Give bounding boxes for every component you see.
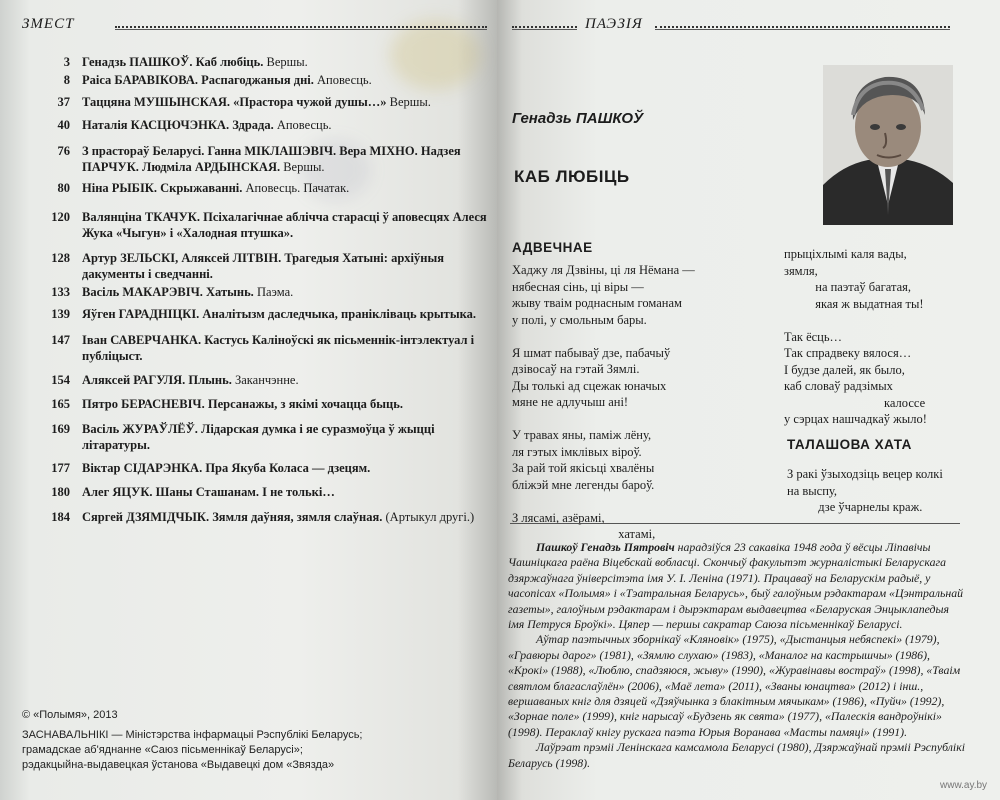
- toc-page-number: 76: [57, 144, 70, 158]
- toc-entry-text: [82, 460, 490, 476]
- poem-line: дзівосаў на гэтай Зямлі.: [512, 362, 640, 376]
- toc-page-number: 120: [51, 210, 70, 224]
- toc-entry-text: [82, 306, 490, 322]
- poem-line: З лясамі, азёрамі,: [512, 510, 605, 525]
- poem-line: жыву тваім роднасным гоманам: [512, 296, 682, 310]
- left-page: [0, 0, 497, 800]
- toc-entry-title: Аляксей РАГУЛЯ. Плынь.: [82, 373, 232, 387]
- poem1-column-2: [784, 246, 927, 428]
- poem-line: Так спрадвеку вялося…: [784, 346, 912, 360]
- toc-entry-title: Яўген ГАРАДНІЦКІ. Аналітызм даследчыка, пранікліваць крытыка.: [82, 307, 476, 321]
- toc-entry-text: [82, 209, 490, 241]
- poem1-title: АДВЕЧНАЕ: [512, 240, 593, 255]
- poem-line: каб словаў радзімых: [784, 379, 893, 393]
- toc-entry-genre: Аповесць. Пачатак.: [242, 181, 350, 195]
- author-biography: [508, 540, 968, 771]
- toc-entry-title: Валянціна ТКАЧУК. Псіхалагічнае абліччa старасці ў аповесцях Алеся Жука «Чыгун» і «Халодная птушка».: [82, 210, 487, 240]
- bio-paragraph-3: Лаўрэат прэміі Ленінскага камсамола Беларусі (1980), Дзяржаўнай прэміі Рэспублікі Беларусь (1998).: [508, 740, 965, 770]
- founders-line-2: грамадскае аб'яднанне «Саюз пісьменнікаў Беларусі»;: [22, 744, 303, 756]
- toc-page-number: 8: [63, 73, 70, 87]
- header-rule-left: [512, 26, 577, 30]
- poem-line: мяне не адлучыш ані!: [512, 395, 629, 409]
- founders-line-3: рэдакцыйна-выдавецкая ўстанова «Выдавецкі дом «Звязда»: [22, 759, 335, 771]
- founders-line-1: ЗАСНАВАЛЬНІКІ — Міністэрства інфармацыі Рэспублікі Беларусь;: [22, 729, 363, 741]
- poem-line: якая ж выдатная ты!: [784, 296, 924, 311]
- toc-page-number: 128: [51, 251, 70, 265]
- toc-entry-genre: Вершы.: [280, 160, 325, 174]
- toc-page-number: 169: [51, 422, 70, 436]
- toc-entry-text: [82, 284, 490, 300]
- toc-entry-title: Іван САВЕРЧАНКА. Кастусь Каліноўскі як пісьменнік-інтэлектуал і публіцыст.: [82, 333, 475, 363]
- toc-page-number: 133: [51, 285, 70, 299]
- toc-entry-title: Пятро БЕРАСНЕВІЧ. Персанажы, з якімі хочацца быць.: [82, 397, 403, 411]
- header-rule-right: [655, 26, 950, 30]
- poem1-column-1: [512, 262, 695, 543]
- toc-entry-text: [82, 421, 490, 453]
- toc-entry-text: [82, 372, 490, 388]
- bio-paragraph-2: Аўтар паэтычных зборнікаў «Кляновік» (1975), «Дыстанцыя небяспекі» (1979), «Гравюры дарог» (1981), «Зямлю слухаю» (1983), «Маналог на кастрышчы» (1986), «Крокі» (1988), «Люблю, спадзяюся, жыву» (1990), «Журавінавы востраў» (1998), «Тваім святлом благаслаўлён» (2006), «Маё лета» (2011), «Званы юнацтва» (2012) і інш., вершаваных кніг для дзяцей «Дзяўчынка з блакітным мячыкам» (1986), «Пуйч» (1992), «Зорнае поле» (1999), кніг нарысаў «Будзень як свята» (1977), «Палескія вандроўнікі» (1998). Пераклаў кнігу рускага паэта Юрыя Воранава «Масты памяці» (1991).: [508, 632, 961, 739]
- poem-line: на выспу,: [787, 483, 838, 498]
- poem-line: у полі, у смольным бары.: [512, 312, 647, 327]
- bio-divider: [510, 523, 960, 524]
- toc-entry-genre: Аповесць.: [313, 73, 372, 87]
- toc-entry-text: [82, 143, 490, 175]
- poem-line: За рай той якісьці хвалёны: [512, 461, 655, 475]
- toc-entry-text: [82, 332, 490, 364]
- watermark: www.ay.by: [940, 780, 988, 791]
- toc-page-number: 154: [51, 373, 70, 387]
- toc-entry-title: Артур ЗЕЛЬСКІ, Аляксей ЛІТВІН. Трагедыя Хатыні: архіўныя дакументы і сведчанні.: [82, 251, 444, 281]
- toc-page-number: 147: [51, 333, 70, 347]
- toc-entry-text: [82, 94, 490, 110]
- portrait-image: [823, 65, 953, 225]
- toc-entry-title: Сяргей ДЗЯМІДЧЫК. Зямля даўняя, зямля слаўная.: [82, 510, 383, 524]
- toc-entry-genre: Вершы.: [263, 55, 308, 69]
- poem-line: нябесная сінь, ці віры —: [512, 279, 644, 294]
- poem-line: у сэрцах нашчадкаў жыло!: [784, 412, 927, 426]
- toc-entry-title: Васіль МАКАРЭВІЧ. Хатынь.: [82, 285, 254, 299]
- toc-entry-title: Ніна РЫБІК. Скрыжаванні.: [82, 181, 243, 195]
- section-header: ПАЭЗІЯ: [585, 16, 643, 32]
- poem-line: Я шмат пабываў дзе, пабачыў: [512, 345, 671, 360]
- toc-entry-text: [82, 180, 490, 196]
- toc-entry-text: [82, 117, 490, 133]
- toc-entry-genre: Паэма.: [253, 285, 294, 299]
- toc-page-number: 37: [57, 95, 70, 109]
- poem-line: Так ёсць…: [784, 329, 843, 344]
- poem-line: І будзе далей, як было,: [784, 362, 905, 377]
- toc-entry-text: [82, 484, 490, 500]
- poem-line: З ракі ўзыходзіць вецер колкі: [787, 467, 943, 481]
- toc-entry-title: З прастораў Беларусі. Ганна МІКЛАШЭВІЧ. Вера МІХНО. Надзея ПАРЧУК. Людміла АРДЫНСКАЯ.: [82, 144, 461, 174]
- bio-paragraph-1: нарадзіўся 23 сакавіка 1948 года ў вёсцы Ліпавічы Чашніцкага раёна Віцебскай вобласці. Скончыў факультэт журналістыкі Беларускага дзяржаўнага ўніверсітэта імя У. І. Леніна (1971). Працаваў на Беларускім радыё, у часопісах «Полымя» і «Тэатральная Беларусь», быў галоўным рэдактарам «Цэнтральнай газеты», галоўным рэдактарам і дырэктарам выдавецтва «Беларуская Энцыклапедыя імя Петруся Броўкі». Цяпер — першы сакратар Саюза пісьменнікаў Беларусі.: [508, 540, 963, 632]
- toc-header: ЗМЕСТ: [22, 16, 75, 32]
- toc-entry-text: [82, 396, 490, 412]
- author-name: Генадзь ПАШКОЎ: [512, 110, 644, 127]
- copyright: © «Полымя», 2013: [22, 709, 118, 721]
- author-portrait: [823, 65, 953, 225]
- toc-page-number: 3: [63, 55, 70, 69]
- poem-line: [512, 493, 695, 510]
- toc-entry-title: Васіль ЖУРАЎЛЁЎ. Лідарская думка і яе суразмоўца ў жыцці літаратуры.: [82, 422, 435, 452]
- poem-line: прыціхлымі каля вады,: [784, 247, 907, 261]
- bio-name: Пашкоў Генадзь Пятровіч: [536, 540, 675, 554]
- toc-page-number: 80: [57, 181, 70, 195]
- poem2-lines: [787, 466, 943, 516]
- poem-line: дзе ўчарнелы краж.: [787, 500, 923, 514]
- toc-entry-genre: Аповесць.: [273, 118, 332, 132]
- toc-entry-title: Раіса БАРАВІКОВА. Распагоджаныя дні.: [82, 73, 314, 87]
- toc-entry-text: [82, 54, 490, 70]
- toc-entry-genre: Заканчэнне.: [231, 373, 299, 387]
- poem-line: зямля,: [784, 263, 818, 278]
- toc-page-number: 184: [51, 510, 70, 524]
- toc-page-number: 40: [57, 118, 70, 132]
- poem-line: Хаджу ля Дзвіны, ці ля Нёмана —: [512, 263, 695, 277]
- toc-entry-text: [82, 72, 490, 88]
- header-rule: [115, 26, 487, 30]
- poem-line: ля гэтых імклівых віроў.: [512, 444, 642, 459]
- poem-line: хатамі,: [512, 527, 656, 541]
- poem-cycle-title: КАБ ЛЮБІЦЬ: [514, 167, 630, 186]
- toc-entry-title: Таццяна МУШЫНСКАЯ. «Прастора чужой душы…»: [82, 95, 387, 109]
- poem-line: У травах яны, паміж лёну,: [512, 428, 652, 442]
- poem-line: [512, 328, 695, 345]
- poem2-title: ТАЛАШОВА ХАТА: [787, 437, 912, 452]
- poem-line: на паэтаў багатая,: [784, 280, 912, 294]
- poem-line: калоссе: [784, 395, 926, 410]
- toc-entry-genre: Вершы.: [386, 95, 431, 109]
- toc-page-number: 180: [51, 485, 70, 499]
- toc-entry-text: [82, 509, 490, 525]
- toc-entry-title: Наталія КАСЦЮЧЭНКА. Здрада.: [82, 118, 274, 132]
- toc-entry-title: Віктар СІДАРЭНКА. Пра Якуба Коласа — дзецям.: [82, 461, 371, 475]
- poem-line: [784, 312, 927, 329]
- poem-line: бліжэй мне легенды бароў.: [512, 477, 655, 492]
- toc-entry-text: [82, 250, 490, 282]
- poem-line: [512, 411, 695, 428]
- toc-page-number: 177: [51, 461, 70, 475]
- toc-page-number: 139: [51, 307, 70, 321]
- toc-entry-genre: (Артыкул другі.): [382, 510, 475, 524]
- toc-page-number: 165: [51, 397, 70, 411]
- toc-entry-title: Генадзь ПАШКОЎ. Каб любіць.: [82, 55, 264, 69]
- poem-line: Ды толькі ад сцежак юначых: [512, 378, 667, 393]
- toc-entry-title: Алег ЯЦУК. Шаны Сташанам. І не толькі…: [82, 485, 335, 499]
